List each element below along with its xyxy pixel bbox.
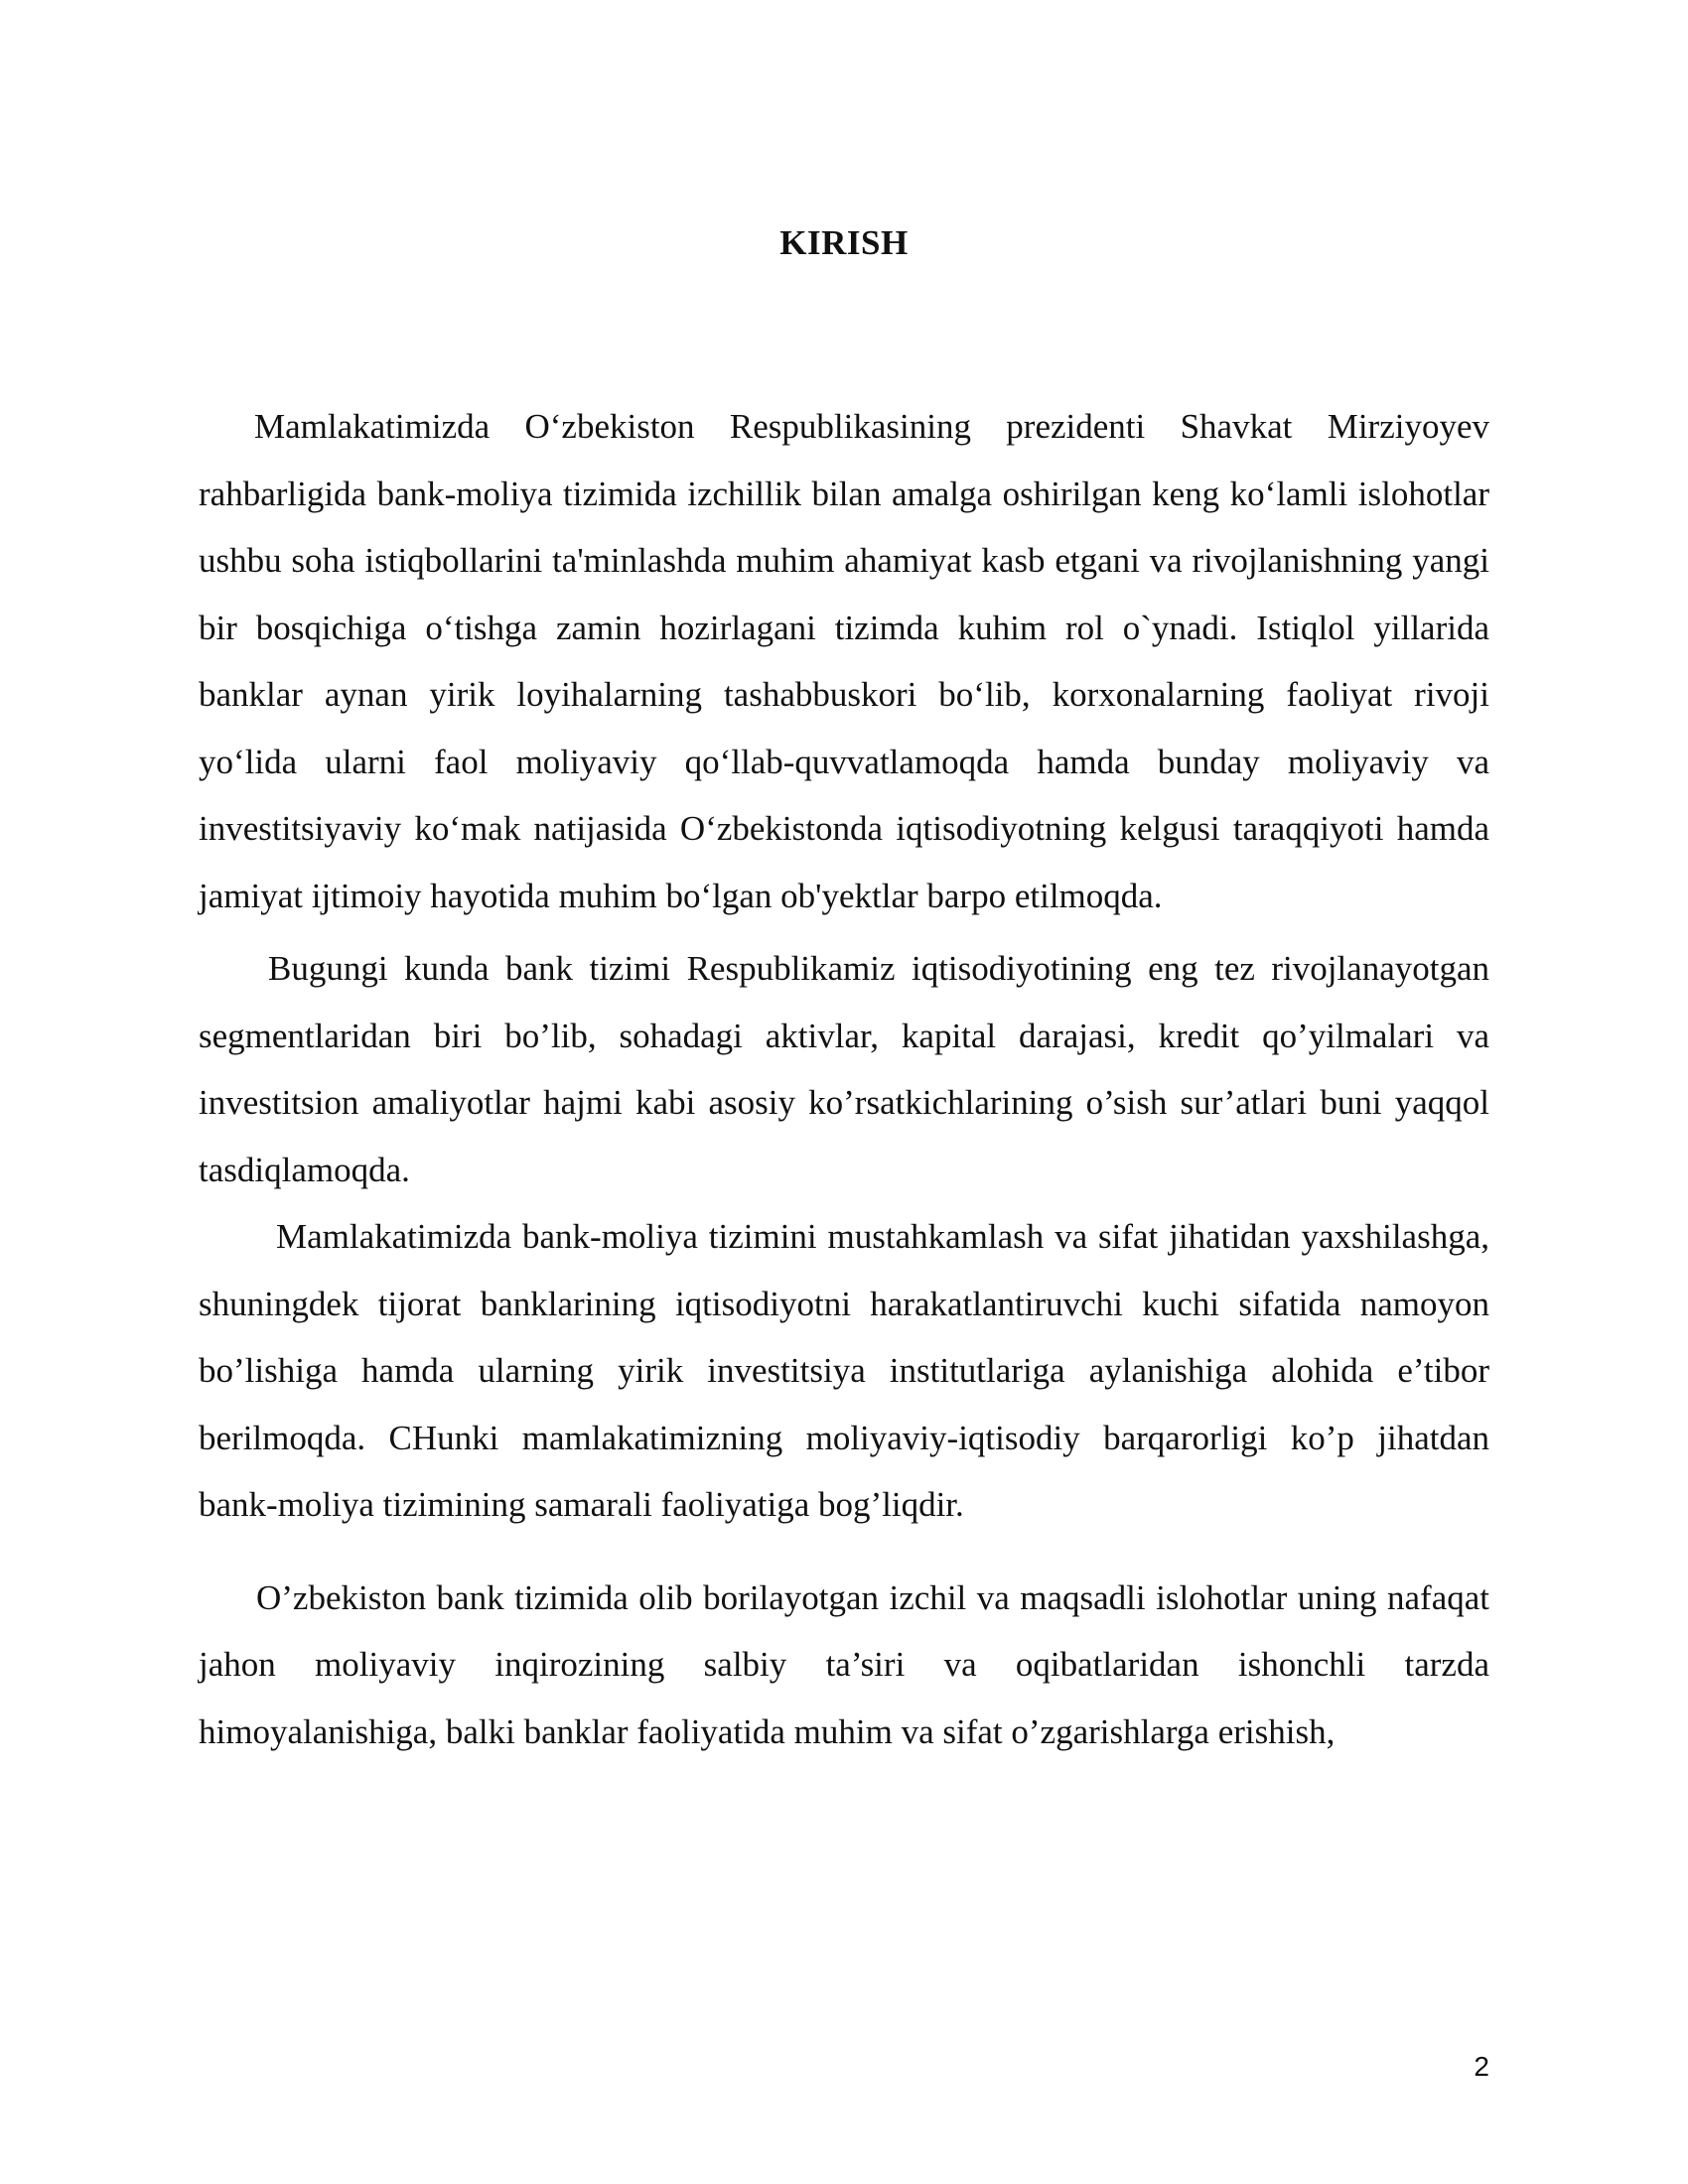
paragraph-3: Mamlakatimizda bank-moliya tizimini mustahkamlash va sifat jihatidan yaxshilashga, shuningdek tijorat banklarining iqtisodiyotni harakatlantiruvchi kuchi sifatida namoyon bo’lishiga hamda ularning yirik investitsiya institutlariga aylanishiga alohida e’tibor berilmoqda. CHunki mamlakatimizning moliyaviy-iqtisodiy barqarorligi ko’p jihatdan bank-moliya tizimining samarali faoliyatiga bog’liqdir. [199,1217,1489,1524]
body-text [199,393,1489,1765]
page-title: KIRISH [779,223,909,263]
paragraph-4: O’zbekiston bank tizimida olib borilayotgan izchil va maqsadli islohotlar uning nafaqat jahon moliyaviy inqirozining salbiy ta’siri va oqibatlaridan ishonchli tarzda himoyalanishiga, balki banklar faoliyatida muhim va sifat o’zgarishlarga erishish, [199,1577,1489,1751]
paragraph-1: Mamlakatimizda O‘zbekiston Respublikasining prezidenti Shavkat Mirziyoyev rahbarligida bank-moliya tizimida izchillik bilan amalga oshirilgan keng ko‘lamli islohotlar ushbu soha istiqbollarini ta'minlashda muhim ahamiyat kasb etgani va rivojlanishning yangi bir bosqichiga o‘tishga zamin hozirlagani tizimda kuhim rol o`ynadi. Istiqlol yillarida banklar aynan yirik loyihalarning tashabbuskori bo‘lib, korxonalarning faoliyat rivoji yo‘lida ularni faol moliyaviy qo‘llab-quvvatlamoqda hamda bunday moliyaviy va investitsiyaviy ko‘mak natijasida O‘zbekistonda iqtisodiyotning kelgusi taraqqiyoti hamda jamiyat ijtimoiy hayotida muhim bo‘lgan ob'yektlar barpo etilmoqda. [199,407,1489,915]
paragraph-2: Bugungi kunda bank tizimi Respublikamiz iqtisodiyotining eng tez rivojlanayotgan segmentlaridan biri bo’lib, sohadagi aktivlar, kapital darajasi, kredit qo’yilmalari va investitsion amaliyotlar hajmi kabi asosiy ko’rsatkichlarining o’sish sur’atlari buni yaqqol tasdiqlamoqda. [199,949,1489,1189]
page-number: 2 [1474,2051,1489,2082]
